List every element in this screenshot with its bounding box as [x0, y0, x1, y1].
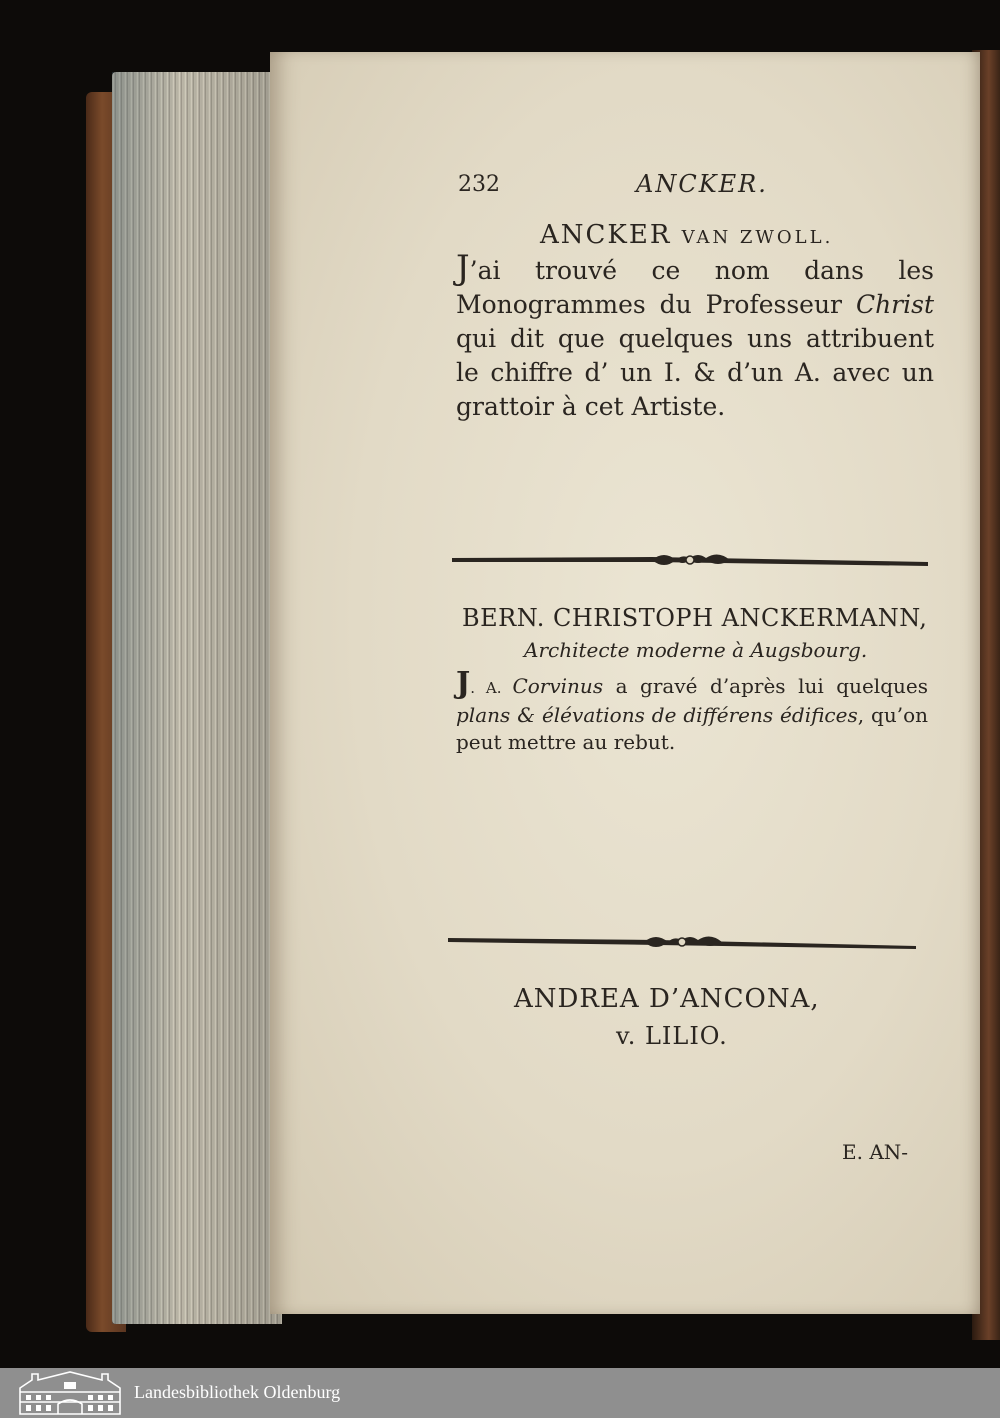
divider-ornament-icon	[448, 932, 916, 952]
entry-1-heading	[540, 220, 833, 250]
entry-1-heading-main: ANCKER	[540, 220, 672, 250]
entry-2-heading: BERN. CHRISTOPH ANCKERMANN,	[462, 604, 928, 632]
entry-1-heading-small: VAN ZWOLL.	[681, 227, 834, 248]
catchword: E. AN-	[842, 1140, 909, 1164]
entry-3-crossref: v. LILIO.	[616, 1022, 728, 1050]
entry-2-subheading: Architecte moderne à Augsbourg.	[524, 638, 868, 662]
entry-3-heading: ANDREA D’ANCONA,	[514, 984, 820, 1014]
ornamental-divider-2	[448, 932, 916, 952]
entry-1-paragraph	[456, 248, 934, 424]
entry-2-paragraph	[456, 666, 928, 756]
entry-2-text-b: , qu’on peut mettre au rebut.	[456, 703, 928, 754]
entry-1-initial: J	[456, 248, 470, 288]
entry-1-text-b: qui dit que quelques uns attribuent le chiffre d’ un I. & d’un A. avec un grattoir à cet Artiste.	[456, 324, 934, 421]
entry-1-text-italic: Christ	[855, 290, 934, 319]
entry-1-text-a: ’ai trouvé ce nom dans les Monogrammes du Professeur	[456, 256, 934, 319]
footer-bar	[0, 1368, 1000, 1418]
library-building-logo-icon	[18, 1370, 122, 1416]
entry-2-italic-phrase: plans & élévations de différens édifices	[456, 703, 858, 727]
entry-2-initial: J	[456, 666, 471, 701]
entry-2-italic-name: Corvinus	[512, 674, 604, 698]
library-name: Landesbibliothek Oldenburg	[134, 1382, 341, 1402]
page-stack-edge	[112, 72, 282, 1324]
page-number: 232	[458, 172, 500, 197]
divider-ornament-icon	[452, 550, 928, 570]
entry-2-text-a: a gravé d’après lui quelques	[603, 674, 928, 698]
entry-2-smallcaps: . A.	[470, 679, 513, 697]
running-head: ANCKER.	[636, 170, 768, 198]
ornamental-divider-1	[452, 550, 928, 570]
